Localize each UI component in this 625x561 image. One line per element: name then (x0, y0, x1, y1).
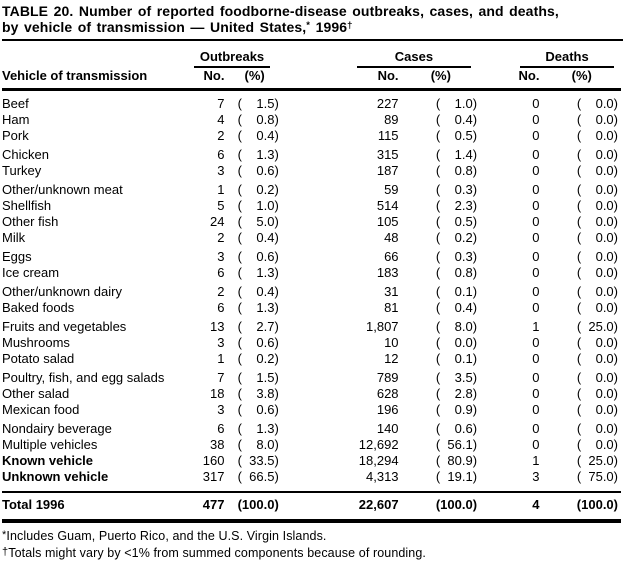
cell-outbreaks-pct: ( 3.8) (237, 386, 279, 401)
cell-deaths-no: 0 (532, 163, 540, 178)
cell-cases-pct: ( 0.3) (435, 249, 478, 264)
table-row (2, 386, 621, 402)
cell-deaths-no: 0 (532, 421, 540, 436)
cell-cases-no: 105 (376, 214, 399, 229)
cell-vehicle: Multiple vehicles (2, 437, 98, 452)
cell-cases-no: 1,807 (366, 319, 399, 334)
cell-deaths-no: 0 (532, 147, 540, 162)
cell-outbreaks-no: 7 (217, 96, 225, 111)
cell-outbreaks-pct: ( 1.3) (237, 265, 279, 280)
cell-vehicle: Turkey (2, 163, 42, 178)
cell-outbreaks-no: 6 (217, 421, 225, 436)
cell-deaths-pct: ( 25.0) (576, 453, 618, 468)
cell-outbreaks-pct: ( 8.0) (237, 437, 279, 452)
cell-outbreaks-pct: ( 2.7) (237, 319, 279, 334)
cell-outbreaks-pct: ( 0.6) (237, 249, 279, 264)
column-header-outbreaks-pct: (%) (227, 68, 281, 90)
cell-deaths-no: 1 (532, 453, 540, 468)
cell-deaths-pct: ( 0.0) (576, 163, 618, 178)
cell-outbreaks-no: 7 (217, 370, 225, 385)
footnotes (2, 527, 623, 561)
table-row (2, 265, 621, 281)
cell-cases-no: 10 (384, 335, 399, 350)
cell-cases-no: 315 (376, 147, 399, 162)
table-title-year: 1996 (310, 19, 348, 35)
cell-cases-no: 22,607 (282, 492, 402, 521)
cell-vehicle: Other/unknown dairy (2, 284, 122, 299)
cell-deaths-no: 0 (532, 265, 540, 280)
cell-deaths-no: 0 (532, 214, 540, 229)
cell-outbreaks-pct: ( 1.5) (237, 370, 279, 385)
cell-outbreaks-pct: ( 1.5) (237, 96, 279, 111)
cell-deaths-no: 3 (532, 469, 540, 484)
cell-vehicle: Fruits and vegetables (2, 319, 127, 334)
cell-cases-no: 4,313 (366, 469, 399, 484)
cell-cases-no: 187 (376, 163, 399, 178)
table-row (2, 198, 621, 214)
table-row (2, 230, 621, 246)
cell-cases-pct: ( 80.9) (435, 453, 478, 468)
cell-outbreaks-pct: ( 0.8) (237, 112, 279, 127)
cell-deaths-pct: ( 0.0) (576, 386, 618, 401)
cell-outbreaks-no: 3 (217, 249, 225, 264)
footnote-dagger-text: Totals might vary by <1% from summed components because of rounding. (8, 546, 426, 560)
cell-outbreaks-pct: ( 1.3) (237, 147, 279, 162)
cell-cases-pct: (100.0) (402, 492, 481, 521)
cell-cases-no: 81 (384, 300, 399, 315)
column-header-deaths-pct: (%) (542, 68, 621, 90)
cell-outbreaks-no: 38 (209, 437, 225, 452)
dagger-footnote-marker: † (2, 546, 9, 558)
cell-cases-no: 31 (384, 284, 399, 299)
cell-deaths-no: 0 (532, 112, 540, 127)
cell-cases-no: 514 (376, 198, 399, 213)
cell-cases-pct: ( 0.4) (435, 112, 478, 127)
cell-deaths-no: 1 (532, 319, 540, 334)
table-row (2, 300, 621, 316)
cell-outbreaks-no: 6 (217, 265, 225, 280)
table-row (2, 214, 621, 230)
cell-vehicle: Beef (2, 96, 29, 111)
cell-cases-pct: ( 19.1) (435, 469, 478, 484)
cell-deaths-pct: ( 0.0) (576, 284, 618, 299)
cell-deaths-pct: ( 0.0) (576, 182, 618, 197)
cell-vehicle: Eggs (2, 249, 32, 264)
cell-deaths-pct: ( 0.0) (576, 96, 618, 111)
table-row (2, 453, 621, 469)
column-header-outbreaks-no: No. (199, 68, 227, 90)
cell-outbreaks-pct: ( 1.3) (237, 300, 279, 315)
cell-deaths-pct: ( 25.0) (576, 319, 618, 334)
cell-deaths-pct: ( 0.0) (576, 147, 618, 162)
cell-cases-no: 140 (376, 421, 399, 436)
cell-deaths-pct: ( 0.0) (576, 402, 618, 417)
cell-deaths-pct: ( 0.0) (576, 437, 618, 452)
cell-cases-pct: ( 0.1) (435, 351, 478, 366)
cell-deaths-pct: ( 0.0) (576, 335, 618, 350)
cell-cases-pct: ( 2.3) (435, 198, 478, 213)
cell-outbreaks-no: 1 (217, 351, 225, 366)
cell-vehicle: Nondairy beverage (2, 421, 112, 436)
column-header-cases-no: No. (282, 68, 402, 90)
cell-outbreaks-no: 3 (217, 335, 225, 350)
asterisk-footnote-marker: * (306, 20, 311, 31)
cell-outbreaks-no: 6 (217, 300, 225, 315)
cell-cases-no: 48 (384, 230, 399, 245)
table-row (2, 367, 621, 386)
footnote-dagger (2, 544, 623, 561)
cell-deaths-no: 0 (532, 370, 540, 385)
cell-cases-no: 89 (384, 112, 399, 127)
column-header-row (2, 68, 621, 90)
cell-cases-no: 183 (376, 265, 399, 280)
cell-cases-no: 227 (376, 96, 399, 111)
cell-outbreaks-pct: ( 33.5) (237, 453, 279, 468)
cell-cases-pct: ( 3.5) (435, 370, 478, 385)
cell-vehicle: Other salad (2, 386, 70, 401)
cell-outbreaks-pct: ( 0.4) (237, 128, 279, 143)
column-header-vehicle: Vehicle of transmission (2, 68, 199, 90)
cell-vehicle: Shellfish (2, 198, 52, 213)
cell-cases-pct: ( 2.8) (435, 386, 478, 401)
cell-outbreaks-pct: (100.0) (227, 492, 281, 521)
column-group-cases-label: Cases (357, 49, 471, 68)
cell-deaths-pct: ( 0.0) (576, 265, 618, 280)
column-group-spacer (2, 41, 199, 68)
cell-cases-pct: ( 0.1) (435, 284, 478, 299)
cell-outbreaks-no: 13 (209, 319, 225, 334)
cell-cases-pct: ( 0.8) (435, 265, 478, 280)
cell-outbreaks-no: 477 (199, 492, 227, 521)
cell-outbreaks-pct: ( 1.3) (237, 421, 279, 436)
cell-deaths-no: 0 (532, 437, 540, 452)
cell-outbreaks-no: 18 (209, 386, 225, 401)
cell-deaths-pct: ( 0.0) (576, 128, 618, 143)
cell-outbreaks-no: 160 (202, 453, 225, 468)
cell-outbreaks-pct: ( 5.0) (237, 214, 279, 229)
cell-vehicle: Potato salad (2, 351, 75, 366)
table-row (2, 437, 621, 453)
cell-outbreaks-no: 1 (217, 182, 225, 197)
cell-outbreaks-no: 2 (217, 284, 225, 299)
cell-outbreaks-pct: ( 0.4) (237, 230, 279, 245)
cell-cases-no: 628 (376, 386, 399, 401)
cell-vehicle: Milk (2, 230, 26, 245)
cell-vehicle: Other fish (2, 214, 59, 229)
cell-vehicle: Mexican food (2, 402, 80, 417)
table-title (2, 3, 623, 35)
cell-outbreaks-pct: ( 0.2) (237, 351, 279, 366)
cell-outbreaks-no: 317 (202, 469, 225, 484)
cell-deaths-pct: ( 0.0) (576, 421, 618, 436)
table-title-line2: by vehicle of transmission — United States, (2, 19, 307, 35)
total-row (2, 492, 621, 521)
cell-deaths-pct: ( 0.0) (576, 351, 618, 366)
cell-cases-pct: ( 0.5) (435, 214, 478, 229)
cell-deaths-pct: ( 0.0) (576, 249, 618, 264)
cell-cases-pct: ( 56.1) (435, 437, 478, 452)
cell-deaths-pct: ( 0.0) (576, 214, 618, 229)
cell-cases-no: 12 (384, 351, 399, 366)
column-group-cases (282, 41, 480, 68)
asterisk-footnote-marker: * (2, 529, 7, 541)
table-row (2, 144, 621, 163)
cell-outbreaks-no: 24 (209, 214, 225, 229)
column-group-outbreaks (199, 41, 282, 68)
cell-vehicle: Mushrooms (2, 335, 70, 350)
cell-cases-no: 59 (384, 182, 399, 197)
cell-outbreaks-pct: ( 0.2) (237, 182, 279, 197)
cell-deaths-no: 0 (532, 351, 540, 366)
cell-deaths-no: 0 (532, 335, 540, 350)
table-row (2, 179, 621, 198)
cell-cases-pct: ( 0.2) (435, 230, 478, 245)
cell-vehicle: Total 1996 (2, 492, 199, 521)
cell-outbreaks-no: 3 (217, 402, 225, 417)
column-header-cases-pct: (%) (402, 68, 481, 90)
cell-deaths-no: 0 (532, 386, 540, 401)
cell-outbreaks-no: 2 (217, 230, 225, 245)
cell-vehicle: Baked foods (2, 300, 75, 315)
cell-deaths-pct: ( 0.0) (576, 230, 618, 245)
cell-cases-pct: ( 0.8) (435, 163, 478, 178)
table-row (2, 246, 621, 265)
cell-cases-no: 789 (376, 370, 399, 385)
cell-cases-pct: ( 0.0) (435, 335, 478, 350)
dagger-footnote-marker: † (347, 20, 353, 31)
table-row (2, 418, 621, 437)
cell-outbreaks-no: 4 (217, 112, 225, 127)
cell-outbreaks-pct: ( 1.0) (237, 198, 279, 213)
cell-vehicle: Pork (2, 128, 29, 143)
cell-vehicle: Ham (2, 112, 30, 127)
cell-cases-pct: ( 1.4) (435, 147, 478, 162)
column-group-deaths-label: Deaths (520, 49, 614, 68)
table-row (2, 316, 621, 335)
cell-cases-pct: ( 1.0) (435, 96, 478, 111)
cell-cases-no: 18,294 (358, 453, 399, 468)
cell-deaths-pct: (100.0) (542, 492, 621, 521)
table-row (2, 335, 621, 351)
table-row (2, 469, 621, 492)
cell-cases-pct: ( 0.5) (435, 128, 478, 143)
table-row (2, 112, 621, 128)
cell-deaths-pct: ( 0.0) (576, 300, 618, 315)
cell-outbreaks-pct: ( 0.6) (237, 402, 279, 417)
table-row (2, 90, 621, 113)
cell-deaths-pct: ( 75.0) (576, 469, 618, 484)
column-header-deaths-no: No. (480, 68, 542, 90)
cell-vehicle: Unknown vehicle (2, 469, 109, 484)
cell-cases-pct: ( 8.0) (435, 319, 478, 334)
footnote-asterisk (2, 527, 623, 544)
cell-cases-no: 66 (384, 249, 399, 264)
cell-deaths-no: 0 (532, 402, 540, 417)
footnote-asterisk-text: Includes Guam, Puerto Rico, and the U.S. Virgin Islands. (6, 529, 327, 543)
cell-vehicle: Known vehicle (2, 453, 94, 468)
table-row (2, 163, 621, 179)
table-row (2, 128, 621, 144)
cell-cases-pct: ( 0.4) (435, 300, 478, 315)
cell-outbreaks-no: 2 (217, 128, 225, 143)
cell-vehicle: Ice cream (2, 265, 60, 280)
cell-cases-no: 12,692 (358, 437, 399, 452)
column-group-deaths (480, 41, 621, 68)
table-row (2, 281, 621, 300)
cell-cases-pct: ( 0.3) (435, 182, 478, 197)
cell-deaths-no: 0 (532, 128, 540, 143)
cell-vehicle: Chicken (2, 147, 49, 162)
cell-deaths-no: 4 (480, 492, 542, 521)
cell-deaths-no: 0 (532, 182, 540, 197)
cell-outbreaks-pct: ( 66.5) (237, 469, 279, 484)
cell-deaths-no: 0 (532, 284, 540, 299)
cell-deaths-no: 0 (532, 230, 540, 245)
cell-deaths-no: 0 (532, 249, 540, 264)
cell-deaths-no: 0 (532, 96, 540, 111)
cell-vehicle: Other/unknown meat (2, 182, 123, 197)
foodborne-outbreaks-table (2, 41, 621, 523)
table-row (2, 402, 621, 418)
cell-cases-pct: ( 0.9) (435, 402, 478, 417)
cell-outbreaks-pct: ( 0.6) (237, 163, 279, 178)
table-row (2, 351, 621, 367)
cell-outbreaks-no: 3 (217, 163, 225, 178)
column-group-row (2, 41, 621, 68)
column-group-outbreaks-label: Outbreaks (194, 49, 270, 68)
cell-deaths-pct: ( 0.0) (576, 112, 618, 127)
cell-deaths-pct: ( 0.0) (576, 370, 618, 385)
cell-outbreaks-pct: ( 0.4) (237, 284, 279, 299)
cell-deaths-pct: ( 0.0) (576, 198, 618, 213)
cell-outbreaks-no: 5 (217, 198, 225, 213)
cell-deaths-no: 0 (532, 198, 540, 213)
cell-cases-no: 115 (377, 128, 399, 143)
cell-outbreaks-pct: ( 0.6) (237, 335, 279, 350)
table-title-line1: TABLE 20. Number of reported foodborne-disease outbreaks, cases, and deaths, (2, 3, 559, 19)
cell-outbreaks-no: 6 (217, 147, 225, 162)
cell-vehicle: Poultry, fish, and egg salads (2, 370, 165, 385)
cell-cases-pct: ( 0.6) (435, 421, 478, 436)
cell-cases-no: 196 (376, 402, 399, 417)
cell-deaths-no: 0 (532, 300, 540, 315)
